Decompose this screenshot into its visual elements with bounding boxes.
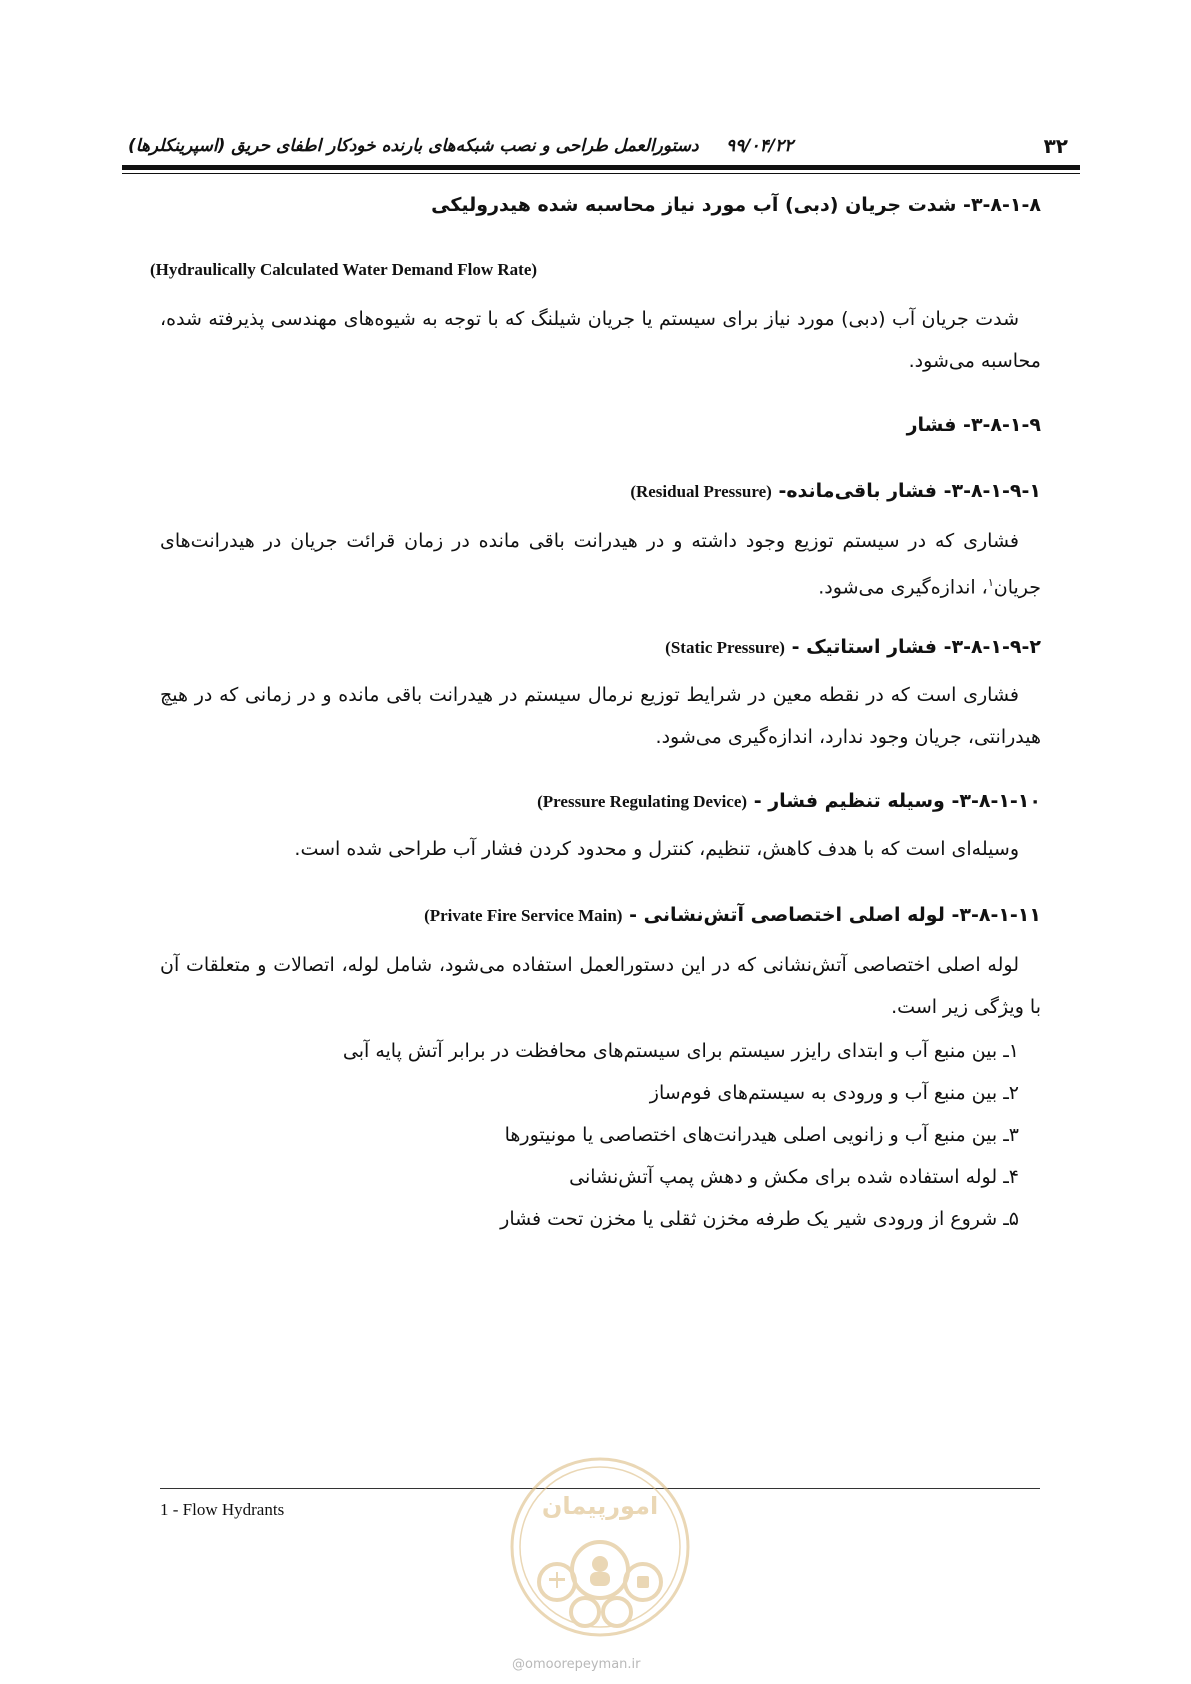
watermark-logo-text: امورپیمان (541, 1492, 659, 1520)
section-heading-static-pressure (665, 636, 1041, 658)
heading-text: ۳-۸-۱-۱۱- لوله اصلی اختصاصی آتش‌نشانی - (629, 904, 1041, 926)
paragraph-text: لوله اصلی اختصاصی آتش‌نشانی که در این دستورالعمل استفاده می‌شود، شامل لوله، اتصالات و متعلقات آن با ویژگی زیر است. (160, 954, 1041, 1018)
heading-text: ۳-۸-۱-۹-۲- فشار استاتیک - (791, 636, 1041, 658)
paragraph-pressure-regulating-device (160, 828, 1041, 870)
english-term: (Pressure Regulating Device) (537, 792, 748, 811)
section-heading-residual-pressure (630, 480, 1041, 502)
header-rule-thick (122, 165, 1080, 170)
english-term: (Hydraulically Calculated Water Demand Flow Rate) (150, 260, 538, 279)
paragraph-private-fire-service-main (160, 944, 1041, 1028)
paragraph-text: فشاری که در سیستم توزیع وجود داشته و در هیدرانت باقی مانده در زمان قرائت جریان در هیدرانت‌های جریان (160, 530, 1041, 599)
english-term: (Private Fire Service Main) (424, 906, 623, 925)
header-title: دستورالعمل طراحی و نصب شبکه‌های بارنده خودکار اطفای حریق (اسپرینکلرها) (128, 136, 699, 156)
list-item: ۳ـ بین منبع آب و زانویی اصلی هیدرانت‌های اختصاصی یا مونیتورها (504, 1124, 1019, 1146)
section-english-flow-rate (150, 260, 537, 280)
heading-text: ۳-۸-۱-۹-۱- فشار باقی‌مانده- (778, 480, 1041, 502)
section-heading-private-fire-service-main (424, 904, 1041, 926)
watermark-url: @omoorepeyman.ir (512, 1657, 641, 1672)
english-term: (Residual Pressure) (630, 482, 772, 501)
header-date: ۹۹/۰۴/۲۲ (726, 136, 794, 156)
page-number: ۳۲ (1043, 134, 1068, 158)
list-item: ۱ـ بین منبع آب و ابتدای رایزر سیستم برای سیستم‌های محافظت در برابر آتش پایه آبی (342, 1040, 1019, 1062)
paragraph-text: فشاری است که در نقطه معین در شرایط توزیع نرمال سیستم در هیدرانت باقی مانده و در زمانی که در هیچ هیدرانتی، جریان وجود ندارد، اندازه‌گیری می‌شود. (160, 684, 1041, 748)
page-header (122, 134, 1080, 164)
footnote: 1 - Flow Hydrants (160, 1500, 285, 1519)
header-rule-thin (122, 173, 1080, 174)
section-heading-flow-rate: ۳-۸-۱-۸- شدت جریان (دبی) آب مورد نیاز محاسبه شده هیدرولیکی (431, 194, 1041, 216)
footnote-reference: ۱ (987, 576, 994, 589)
paragraph-flow-rate (160, 298, 1041, 382)
section-heading-pressure: ۳-۸-۱-۹- فشار (906, 414, 1041, 436)
watermark-logo (505, 1452, 695, 1652)
list-item: ۲ـ بین منبع آب و ورودی به سیستم‌های فوم‌ساز (649, 1082, 1019, 1104)
paragraph-text: وسیله‌ای است که با هدف کاهش، تنظیم، کنترل و محدود کردن فشار آب طراحی شده است. (294, 838, 1019, 860)
list-item: ۵ـ شروع از ورودی شیر یک طرفه مخزن ثقلی یا مخزن تحت فشار (500, 1208, 1019, 1230)
english-term: (Static Pressure) (665, 638, 785, 657)
heading-text: ۳-۸-۱-۱۰- وسیله تنظیم فشار - (753, 790, 1041, 812)
list-item: ۴ـ لوله استفاده شده برای مکش و دهش پمپ آتش‌نشانی (569, 1166, 1019, 1188)
section-heading-pressure-regulating-device (537, 790, 1041, 812)
paragraph-static-pressure (160, 674, 1041, 758)
paragraph-text-end: ، اندازه‌گیری می‌شود. (818, 576, 988, 599)
paragraph-residual-pressure (160, 520, 1041, 608)
paragraph-text: شدت جریان آب (دبی) مورد نیاز برای سیستم یا جریان شیلنگ که با توجه به شیوه‌های مهندسی پذیرفته شده، محاسبه می‌شود. (160, 308, 1041, 372)
